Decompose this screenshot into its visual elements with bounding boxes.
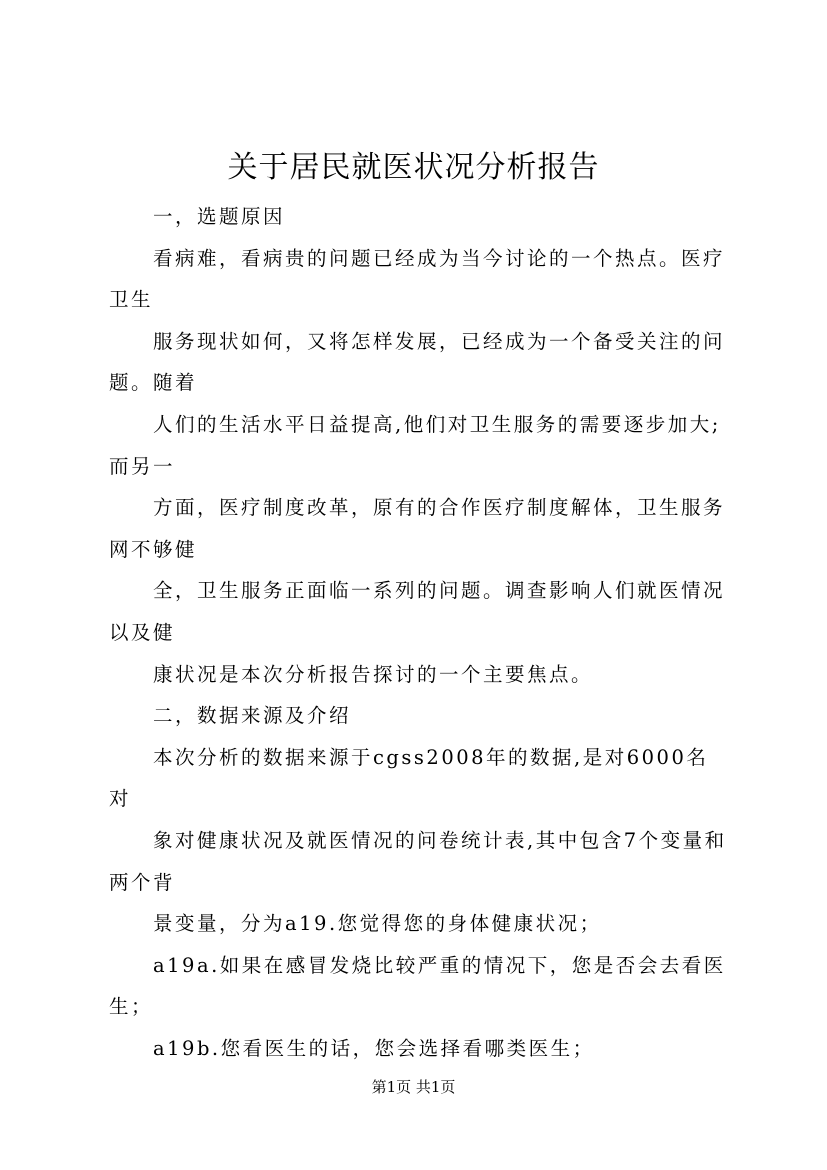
paragraph: a19b.您看医生的话，您会选择看哪类医生； (153, 1036, 595, 1060)
paragraph: 本次分析的数据来源于cgss2008年的数据,是对6000名对 (109, 745, 709, 811)
document-title: 关于居民就医状况分析报告 (227, 150, 600, 185)
section-heading-data-source: 二，数据来源及介绍 (153, 704, 352, 728)
document-body (109, 196, 729, 1069)
paragraph: 景变量，分为a19.您觉得您的身体健康状况； (153, 912, 602, 936)
paragraph: 人们的生活水平日益提高,他们对卫生服务的需要逐步加大;而另一 (109, 412, 721, 478)
paragraph: 全，卫生服务正面临一系列的问题。调查影响人们就医情况以及健 (109, 579, 726, 644)
paragraph: 康状况是本次分析报告探讨的一个主要焦点。 (153, 662, 594, 686)
paragraph: 看病难，看病贵的问题已经成为当今讨论的一个热点。医疗卫生 (109, 246, 726, 312)
paragraph: 方面，医疗制度改革，原有的合作医疗制度解体，卫生服务网不够健 (109, 496, 726, 561)
paragraph: 象对健康状况及就医情况的问卷统计表,其中包含7个变量和两个背 (109, 828, 727, 894)
section-heading-reason: 一，选题原因 (153, 205, 286, 228)
paragraph: a19a.如果在感冒发烧比较严重的情况下，您是否会去看医生； (109, 953, 726, 1019)
page-number-footer: 第1页 共1页 (371, 1078, 456, 1096)
paragraph: 服务现状如何，又将怎样发展，已经成为一个备受关注的问题。随着 (109, 329, 726, 395)
